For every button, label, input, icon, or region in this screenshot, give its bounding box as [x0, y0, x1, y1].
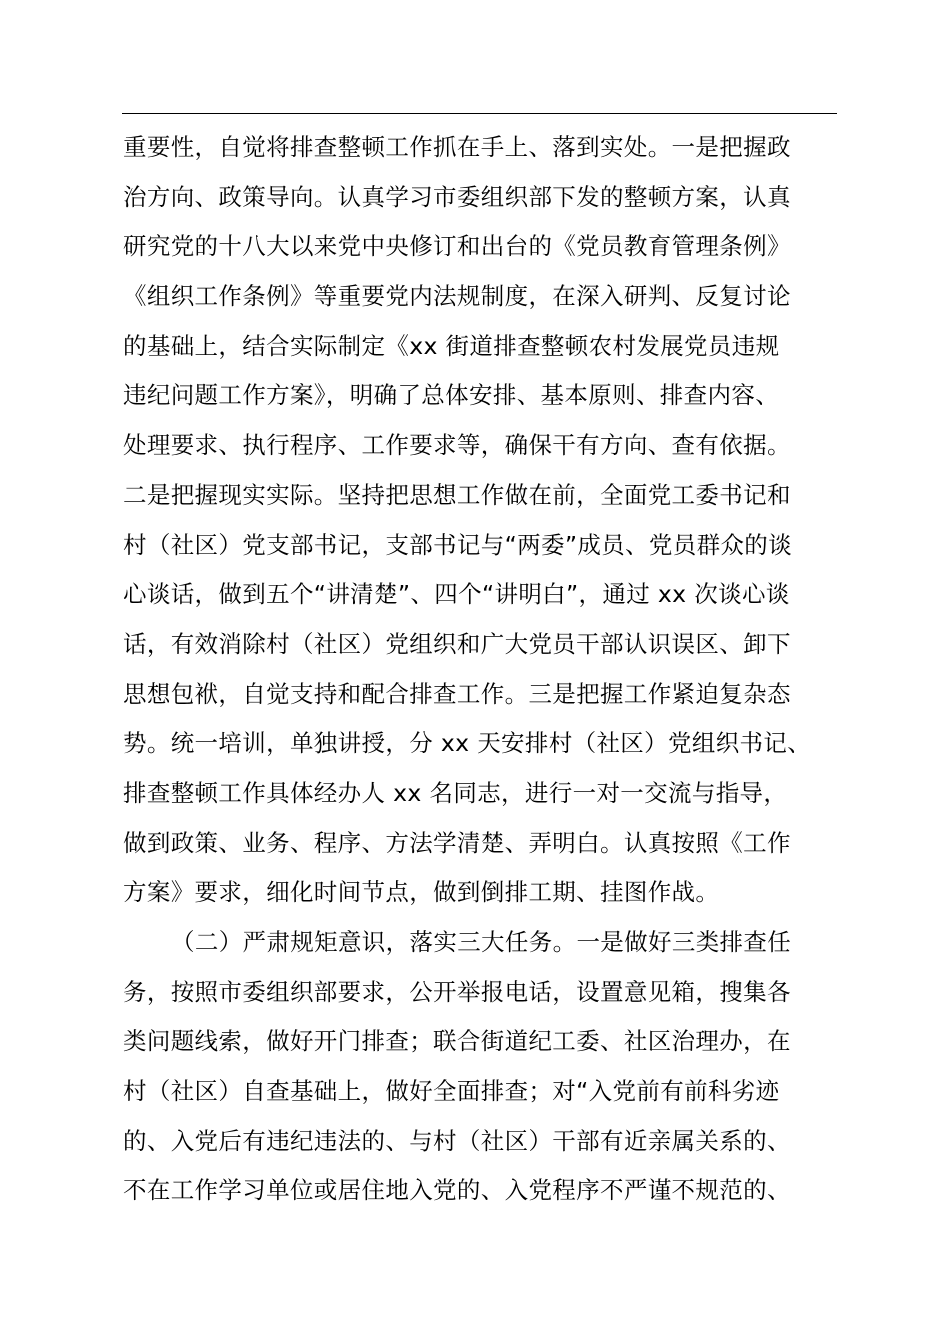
text-line: 违纪问题工作方案》，明确了总体安排、基本原则、排查内容、: [123, 381, 780, 410]
header-rule: [122, 113, 837, 114]
text-line: 的、入党后有违纪违法的、与村（社区）干部有近亲属关系的、: [123, 1126, 791, 1155]
text-line: 方案》要求，细化时间节点，做到倒排工期、挂图作战。: [123, 878, 720, 907]
text-line: 治方向、政策导向。认真学习市委组织部下发的整顿方案，认真: [123, 182, 791, 211]
body-text: [123, 123, 883, 1216]
text-line: 务，按照市委组织部要求，公开举报电话，设置意见箱，搜集各: [123, 977, 791, 1006]
text-line: 村（社区）党支部书记，支部书记与“两委”成员、党员群众的谈: [123, 530, 792, 559]
text-line: 重要性，自觉将排查整顿工作抓在手上、落到实处。一是把握政: [123, 133, 791, 161]
text-line: 做到政策、业务、程序、方法学清楚、弄明白。认真按照《工作: [123, 828, 791, 857]
text-line: 话，有效消除村（社区）党组织和广大党员干部认识误区、卸下: [123, 629, 791, 658]
text-line: 排查整顿工作具体经办人 xx 名同志，进行一对一交流与指导，: [123, 778, 788, 807]
text-line: 势。统一培训，单独讲授，分 xx 天安排村（社区）党组织书记、: [123, 729, 812, 758]
text-line: 不在工作学习单位或居住地入党的、入党程序不严谨不规范的、: [123, 1176, 791, 1205]
section-heading-line: （二）严肃规矩意识，落实三大任务。一是做好三类排查任: [171, 928, 792, 956]
text-line: 《组织工作条例》等重要党内法规制度，在深入研判、反复讨论: [123, 282, 791, 311]
text-line: 村（社区）自查基础上，做好全面排查；对“入党前有前科劣迹: [123, 1077, 780, 1106]
text-line: 类问题线索，做好开门排查；联合街道纪工委、社区治理办，在: [123, 1027, 791, 1056]
text-line: 处理要求、执行程序、工作要求等，确保干有方向、查有依据。: [123, 431, 791, 460]
text-line: 研究党的十八大以来党中央修订和出台的《党员教育管理条例》: [123, 232, 791, 261]
text-line: 的基础上，结合实际制定《xx 街道排查整顿农村发展党员违规: [123, 331, 780, 360]
text-line: 二是把握现实实际。坚持把思想工作做在前，全面党工委书记和: [123, 480, 791, 509]
text-line: 心谈话，做到五个“讲清楚”、四个“讲明白”，通过 xx 次谈心谈: [123, 580, 790, 609]
text-line: 思想包袱，自觉支持和配合排查工作。三是把握工作紧迫复杂态: [123, 679, 791, 708]
